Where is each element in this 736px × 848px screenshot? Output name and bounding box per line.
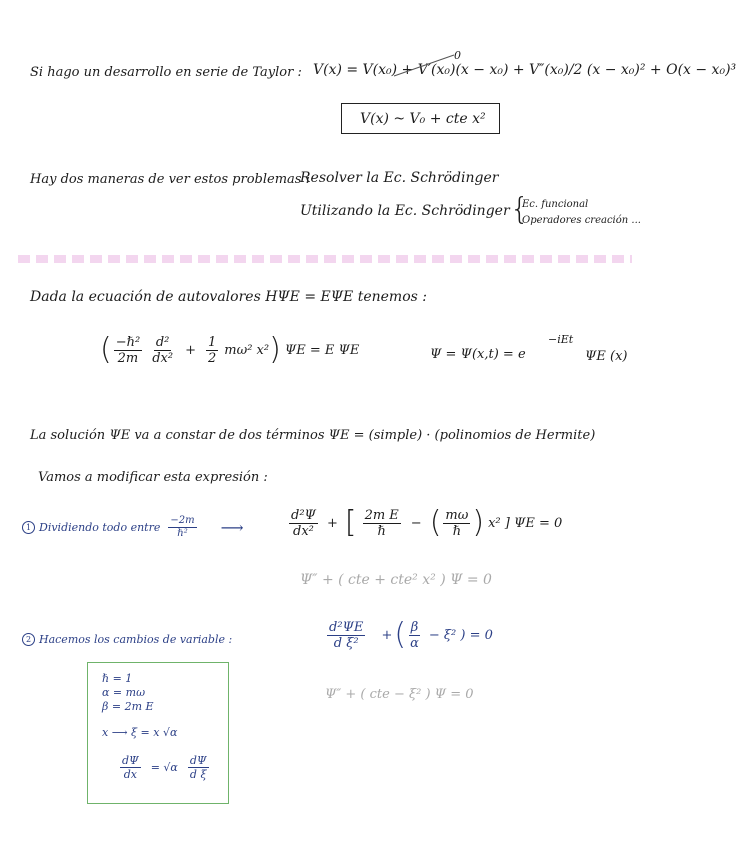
step1-d2-den: dx² (293, 523, 314, 539)
step2-text: Hacemos los cambios de variable : (39, 633, 233, 646)
half-num: 1 (207, 334, 217, 350)
d2-num: d² (155, 334, 170, 350)
step1-equation (287, 505, 563, 540)
dx2-den: dx² (152, 350, 174, 366)
modify-text: Vamos a modificar esta expresión : (38, 470, 268, 485)
box-eq: = √α (150, 761, 178, 774)
strike-line (392, 52, 458, 78)
step2-gray-eq: Ψ″ + ( cte − ξ² ) Ψ = 0 (325, 687, 474, 702)
two-ways-text: Hay dos maneras de ver estos problemas : (30, 172, 310, 187)
step1-number: 1 (22, 521, 35, 534)
step1-a-den: ℏ (377, 523, 386, 539)
wavefunction-exp: −iEt (548, 333, 574, 346)
harmonic-approx-formula: V(x) ~ V₀ + cte x² (360, 111, 486, 127)
step2-equation: $\frac{\text{d²ΨE}}{\text{d ξ²}}$ + ( $\frac{\beta}{\alpha}$ − ξ² ) = 0 (329, 617, 493, 652)
eigenvalue-intro-text: Dada la ecuación de autovalores HΨE = EΨE tenemos : (30, 289, 427, 305)
variable-change-box (87, 662, 229, 804)
step1-text: Dividiendo todo entre (39, 521, 161, 534)
solution-text: La solución ΨE va a constar de dos términos ΨE = (simple) · (polinomios de Hermite) (30, 428, 596, 443)
step2-alpha: α (410, 635, 419, 651)
wavefunction-spatial: ΨE (x) (585, 349, 628, 364)
way-solve-schrodinger: Resolver la Ec. Schrödinger (300, 170, 499, 186)
two-m-den: 2m (117, 350, 139, 366)
close-paren: ) (269, 332, 281, 367)
curly-brace: { (510, 192, 530, 227)
half-den: 2 (207, 350, 217, 366)
step1-d2-num: d²Ψ (291, 507, 316, 523)
hamiltonian-equation (100, 332, 360, 367)
open-paren-3: ( (394, 617, 407, 652)
step1-a-num: 2m E (364, 507, 399, 523)
box-derivative (118, 755, 211, 780)
section-separator (18, 255, 632, 263)
step1-b-den: ℏ (452, 523, 462, 539)
box-dpsi: dΨ (122, 754, 139, 767)
step1-factor-num: −2m (170, 515, 195, 526)
box-hbar: ℏ = 1 (102, 672, 133, 685)
way-using-schrodinger: Utilizando la Ec. Schrödinger (300, 203, 510, 219)
open-paren-2: ( (429, 505, 442, 540)
box-dxi: d ξ (189, 768, 207, 781)
arrow-icon: ⟶ (220, 517, 244, 537)
taylor-series-formula: V(x) = V(x₀) + V′(x₀)(x − x₀) + V″(x₀)/2 (x − x₀)² + O(x − x₀)³ (313, 62, 736, 78)
box-dpsi2: dΨ (189, 754, 207, 767)
step1-gray-eq: Ψ″ + ( cte + cte² x² ) Ψ = 0 (300, 572, 492, 588)
hbar-sq-num: −ℏ² (115, 334, 141, 350)
zero-annotation: 0 (454, 49, 461, 62)
box-beta: β = 2m E (102, 700, 154, 713)
taylor-intro-text: Si hago un desarrollo en serie de Taylor : (30, 65, 302, 80)
step2-tail: − ξ² ) = 0 (428, 627, 493, 643)
step1-tail: x² ] ΨE = 0 (488, 515, 563, 531)
potential-term: mω² x² (224, 342, 270, 358)
option-creation-operators: Operadores creación ... (522, 215, 641, 226)
step2-label (22, 633, 232, 646)
step2-number: 2 (22, 633, 35, 646)
step1-minus: − (410, 515, 422, 531)
step1-b-num: mω (445, 507, 469, 523)
box-dx: dx (123, 768, 137, 781)
step1-plus: + (326, 515, 338, 531)
step2-d2-den: d ξ² (333, 635, 359, 651)
open-paren: ( (100, 332, 112, 367)
wavefunction-eq: Ψ = Ψ(x,t) = e (430, 347, 526, 362)
box-xi: x ⟶ ξ = x √α (102, 726, 178, 739)
harmonic-approx-box (341, 103, 500, 134)
step2-d2-num: d²ΨE (329, 619, 364, 635)
box-alpha: α = mω (102, 686, 146, 699)
close-paren-2: ) (472, 505, 485, 540)
step2-beta: β (410, 619, 419, 635)
plus-sign: + (185, 342, 196, 358)
open-bracket: [ (344, 505, 357, 540)
option-functional-eq: Ec. funcional (522, 199, 589, 210)
step1-factor-den: ℏ² (177, 528, 188, 539)
eigen-rhs: ΨE = E ΨE (284, 342, 360, 358)
step1-label (22, 516, 244, 539)
